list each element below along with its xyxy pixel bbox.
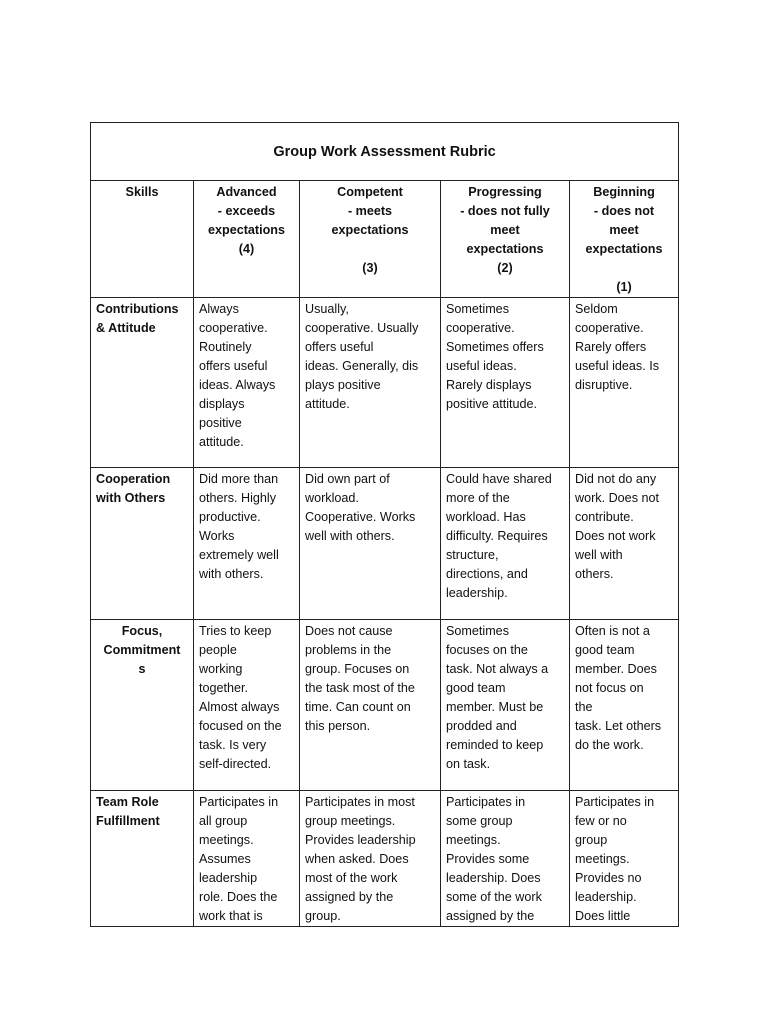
table-row [91, 620, 679, 791]
rubric-cell-text: Did more than others. Highly productive. Works extremely well with others. [199, 472, 279, 581]
column-header [300, 181, 441, 298]
header-line: expectations [585, 242, 663, 256]
table-row [91, 791, 679, 927]
header-line: Beginning [593, 185, 655, 199]
rubric-cell-text: Did own part of workload. Cooperative. Works well with others. [305, 472, 416, 543]
header-line: (1) [616, 280, 632, 294]
rubric-cell [441, 791, 570, 927]
rubric-cell-text: Tries to keep people working together. Almost always focused on the task. Is very self-directed. [199, 624, 282, 771]
rubric-cell [300, 620, 441, 791]
rubric-cell-text: Sometimes cooperative. Sometimes offers useful ideas. Rarely displays positive attitude. [446, 302, 544, 411]
header-line: expectations [466, 242, 544, 256]
rubric-cell-text: Always cooperative. Routinely offers useful ideas. Always displays positive attitude. [199, 302, 276, 449]
rubric-cell [570, 468, 679, 620]
header-line: Competent [337, 185, 403, 199]
header-line: Advanced [216, 185, 277, 199]
rubric-cell [300, 468, 441, 620]
rubric-cell-text: Usually, cooperative. Usually offers useful ideas. Generally, dis plays positive attitude. [305, 302, 419, 411]
header-line: expectations [331, 223, 409, 237]
rubric-table [90, 122, 679, 927]
skill-cell [91, 298, 194, 468]
header-row [91, 181, 679, 298]
column-header [91, 181, 194, 298]
rubric-cell [194, 298, 300, 468]
header-line [305, 240, 435, 259]
skill-cell [91, 468, 194, 620]
rubric-cell-text: Participates in most group meetings. Provides leadership when asked. Does most of the work assigned by the group. [305, 795, 416, 923]
rubric-cell [300, 298, 441, 468]
header-line: (3) [362, 261, 378, 275]
skill-label: Cooperation with Others [96, 472, 171, 505]
rubric-cell [441, 468, 570, 620]
header-line: - does not fully [460, 204, 550, 218]
rubric-cell [570, 298, 679, 468]
header-line [575, 259, 673, 278]
header-line: - does not [593, 204, 655, 218]
header-line: expectations [208, 223, 285, 237]
rubric-cell-text: Does not cause problems in the group. Focuses on the task most of the time. Can count on this person. [305, 624, 415, 733]
skill-cell [91, 791, 194, 927]
rubric-cell-text: Could have shared more of the workload. Has difficulty. Requires structure, directions, and leadership. [446, 472, 552, 600]
table-row [91, 298, 679, 468]
title-row [91, 123, 679, 181]
header-line: (2) [497, 261, 513, 275]
header-line: Progressing [468, 185, 542, 199]
column-header [441, 181, 570, 298]
skill-label: Contributions & Attitude [96, 302, 179, 335]
column-header [194, 181, 300, 298]
rubric-cell-text: Participates in all group meetings. Assumes leadership role. Does the work that is [199, 795, 279, 923]
rubric-cell-text: Participates in some group meetings. Provides some leadership. Does some of the work assigned by the [446, 795, 542, 923]
rubric-cell [570, 791, 679, 927]
skill-cell [91, 620, 194, 791]
rubric-cell [300, 791, 441, 927]
header-line: - meets [347, 204, 393, 218]
table-row [91, 468, 679, 620]
rubric-cell-text: Did not do any work. Does not contribute. Does not work well with others. [575, 472, 659, 581]
header-line: meet [609, 223, 639, 237]
header-line: meet [490, 223, 520, 237]
skill-label: Team Role Fulfillment [96, 795, 160, 828]
rubric-cell [441, 620, 570, 791]
rubric-cell-text: Often is not a good team member. Does not focus on the task. Let others do the work. [575, 624, 662, 752]
rubric-title: Group Work Assessment Rubric [91, 123, 679, 181]
rubric-cell [194, 791, 300, 927]
rubric-cell [441, 298, 570, 468]
header-line: Skills [125, 185, 159, 199]
rubric-cell-text: Sometimes focuses on the task. Not always a good team member. Must be prodded and reminded to keep on task. [446, 624, 549, 771]
column-header [570, 181, 679, 298]
header-line: - exceeds [217, 204, 276, 218]
rubric-cell-text: Seldom cooperative. Rarely offers useful ideas. Is disruptive. [575, 302, 660, 392]
rubric-cell [194, 620, 300, 791]
header-line: (4) [238, 242, 255, 256]
skill-label: Focus, Commitment s [103, 624, 181, 676]
rubric-cell [194, 468, 300, 620]
rubric-cell [570, 620, 679, 791]
rubric-cell-text: Participates in few or no group meetings. Provides no leadership. Does little [575, 795, 655, 923]
